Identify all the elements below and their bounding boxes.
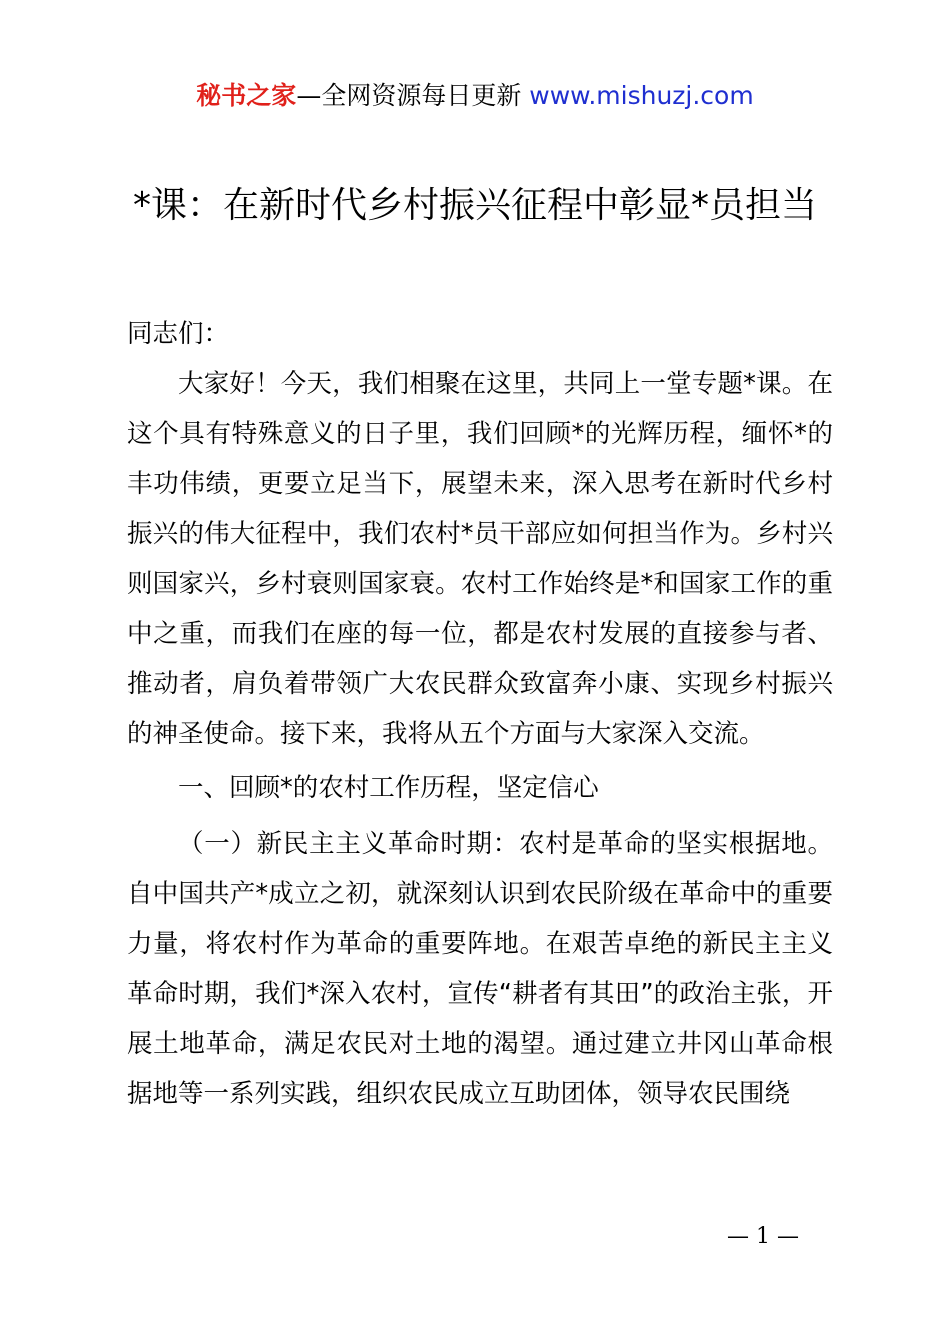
salutation: 同志们： [127,319,230,349]
site-banner [0,80,950,112]
document-title: *课：在新时代乡村振兴征程中彰显*员担当 [132,185,817,226]
document-body [127,309,833,1119]
subsection-paragraph: （一）新民主主义革命时期：农村是革命的坚实根据地。自中国共产*成立之初，就深刻认识到农民阶级在革命中的重要力量，将农村作为革命的重要阵地。在艰苦卓绝的新民主主义革命时期，我们*深入农村，宣传“耕者有其田”的政治主张，开展土地革命，满足农民对土地的渴望。通过建立井冈山革命根据地等一系列实践，组织农民成立互助团体，领导农民围绕 [127,829,833,1109]
intro-paragraph: 大家好！今天，我们相聚在这里，共同上一堂专题*课。在这个具有特殊意义的日子里，我们回顾*的光辉历程，缅怀*的丰功伟绩，更要立足当下，展望未来，深入思考在新时代乡村振兴的伟大征程中，我们农村*员干部应如何担当作为。乡村兴则国家兴，乡村衰则国家衰。农村工作始终是*和国家工作的重中之重，而我们在座的每一位，都是农村发展的直接参与者、推动者，肩负着带领广大农民群众致富奔小康、实现乡村振兴的神圣使命。接下来，我将从五个方面与大家深入交流。 [127,369,833,749]
section-heading: 一、回顾*的农村工作历程，坚定信心 [178,773,599,803]
site-url-link[interactable]: www.mishuzj.com [529,81,754,110]
site-brand: 秘书之家 [196,81,297,110]
page-number: — 1 — [727,1224,799,1249]
site-tagline: —全网资源每日更新 [296,81,522,110]
